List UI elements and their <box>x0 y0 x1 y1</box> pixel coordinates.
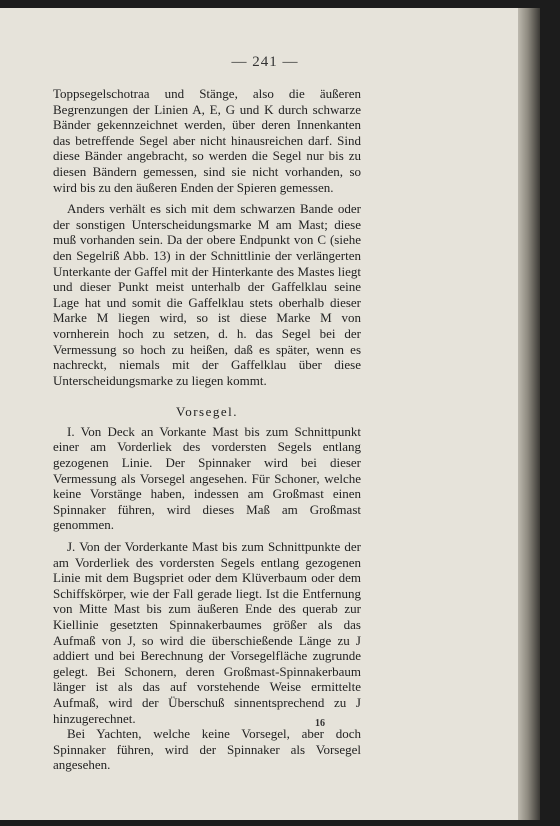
paragraph-i: I. Von Deck an Vorkante Mast bis zum Schnittpunkt einer am Vorderliek des vordersten Segels entlang gezogenen Linie. Der Spinnaker wird bei dieser Vermessung als Vorsegel angesehen. Für Schoner, welche keine Vorstänge haben, indessen am Großmast einen Spinnaker führen, wird dieses Maß am Großmast genommen. <box>53 423 361 533</box>
page-number: — 241 — <box>231 54 299 70</box>
page-body <box>53 86 361 773</box>
paragraph-yachten: Bei Yachten, welche keine Vorsegel, aber doch Spinnaker führen, wird der Spinnaker als Vorsegel angesehen. <box>53 726 361 773</box>
page-edge <box>518 8 540 820</box>
book-page <box>0 8 540 820</box>
paragraph-2: Anders verhält es sich mit dem schwarzen Bande oder der sonstigen Unterscheidungsmarke M am Mast; diese muß vorhanden sein. Da der obere Endpunkt von C (siehe den Segelriß Abb. 13) in der Schnittlinie der verlängerten Unterkante der Gaffel mit der Hinterkante des Mastes liegt und dieser Punkt meist unterhalb der Gaffelklau seine Lage hat und somit die Gaffelklau stets oberhalb dieser Marke M liegen wird, so ist diese Marke M von vornherein hoch zu setzen, d. h. das Segel bei der Vermessung so hoch zu heißen, daß es später, wenn es nachreckt, niemals mit der Gaffelklau über diese Unterscheidungsmarke zu liegen kommt. <box>53 201 361 388</box>
paragraph-j: J. Von der Vorderkante Mast bis zum Schnittpunkte der am Vorderliek des vordersten Segels entlang gezogenen Linie mit dem Bugspriet oder dem Klüverbaum oder dem Schiffskörper, wie der Fall gerade liegt. Ist die Entfernung von Mitte Mast bis zum äußeren Ende des querab zur Kiellinie gesetzten Spinnakerbaumes größer als das Aufmaß von J, so wird die überschießende Länge zu J addiert und bei Berechnung der Vorsegelfläche zugrunde gelegt. Bei Schonern, deren Großmast-Spinnakerbaum länger ist als das auf vorstehende Weise ermittelte Aufmaß, wird der Überschuß sinnentsprechend zu J hinzugerechnet. <box>53 539 361 726</box>
paragraph-1: Toppsegelschotraa und Stänge, also die äußeren Begrenzungen der Linien A, E, G und K durch schwarze Bänder gekennzeichnet werden, über deren Innenkanten das betreffende Segel aber nicht hinausreichen darf. Sind diese Bänder angebracht, so werden die Segel nur bis zu diesen Bändern gemessen, sind sie nicht vorhanden, so wird bis zu den äußeren Enden der Spieren gemessen. <box>53 86 361 195</box>
section-heading: Vorsegel. <box>175 404 238 420</box>
signature-mark: 16 <box>315 718 325 729</box>
